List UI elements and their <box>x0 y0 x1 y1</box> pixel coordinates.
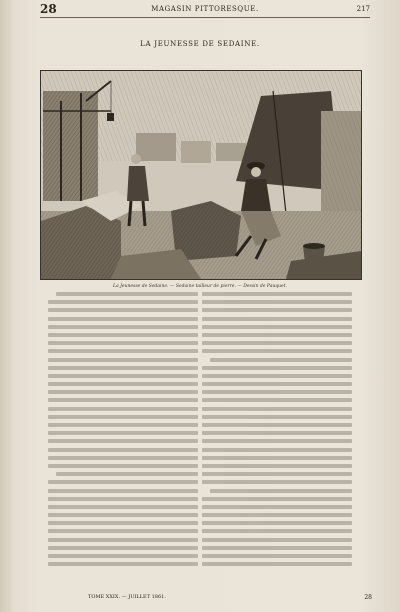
text-line <box>202 546 352 550</box>
text-line <box>202 472 352 476</box>
text-line <box>48 407 198 411</box>
text-line <box>48 423 198 427</box>
text-line <box>202 456 352 460</box>
text-line <box>202 423 352 427</box>
text-line <box>202 431 352 435</box>
text-line <box>48 464 198 468</box>
text-line <box>202 439 352 443</box>
text-line <box>202 341 352 345</box>
text-line <box>56 472 198 476</box>
text-line <box>202 529 352 533</box>
text-line <box>48 333 198 337</box>
text-line <box>202 300 352 304</box>
text-column-left <box>48 292 198 582</box>
text-line <box>202 464 352 468</box>
text-line <box>210 489 352 493</box>
text-line <box>202 480 352 484</box>
text-line <box>202 325 352 329</box>
text-line <box>48 374 198 378</box>
engraving-drawing <box>41 71 361 279</box>
text-line <box>48 562 198 566</box>
page-footer <box>48 594 372 604</box>
text-line <box>202 382 352 386</box>
text-line <box>48 358 198 362</box>
text-line <box>48 349 198 353</box>
text-line <box>48 300 198 304</box>
text-line <box>48 382 198 386</box>
text-line <box>48 529 198 533</box>
text-line <box>48 439 198 443</box>
text-line <box>48 456 198 460</box>
text-line <box>202 292 352 296</box>
text-line <box>48 505 198 509</box>
text-line <box>48 554 198 558</box>
page-header <box>40 2 370 18</box>
text-line <box>202 497 352 501</box>
text-line <box>48 546 198 550</box>
text-line <box>48 431 198 435</box>
text-line <box>48 497 198 501</box>
engraving-illustration <box>40 70 362 280</box>
text-line <box>202 538 352 542</box>
text-line <box>210 358 352 362</box>
text-line <box>48 341 198 345</box>
text-line <box>48 308 198 312</box>
text-line <box>48 390 198 394</box>
running-title: MAGASIN PITTORESQUE. <box>151 5 259 13</box>
page-number: 28 <box>40 2 57 16</box>
text-line <box>202 521 352 525</box>
text-line <box>202 505 352 509</box>
text-line <box>48 448 198 452</box>
text-line <box>202 554 352 558</box>
text-line <box>202 513 352 517</box>
text-column-right <box>202 292 352 582</box>
text-line <box>202 366 352 370</box>
text-line <box>202 349 352 353</box>
text-line <box>48 489 198 493</box>
text-line <box>48 366 198 370</box>
text-line <box>56 292 198 296</box>
text-line <box>202 390 352 394</box>
text-line <box>48 325 198 329</box>
text-line <box>202 374 352 378</box>
text-line <box>202 448 352 452</box>
text-line <box>48 521 198 525</box>
text-line <box>48 513 198 517</box>
text-line <box>202 407 352 411</box>
printed-page-number: 217 <box>356 5 370 13</box>
text-line <box>48 415 198 419</box>
text-line <box>48 480 198 484</box>
header-rule <box>40 17 370 18</box>
text-line <box>202 308 352 312</box>
text-line <box>202 398 352 402</box>
text-line <box>202 562 352 566</box>
text-line <box>48 538 198 542</box>
text-line <box>202 333 352 337</box>
volume-footer: TOME XXIX. — JUILLET 1861. <box>88 594 166 600</box>
text-line <box>48 398 198 402</box>
text-line <box>202 415 352 419</box>
illustration-caption: La Jeunesse de Sedaine. — Sedaine tailleur de pierre. — Dessin de Pauquet. <box>113 284 287 289</box>
text-line <box>48 317 198 321</box>
signature-mark: 28 <box>364 594 372 601</box>
article-title: LA JEUNESSE DE SEDAINE. <box>140 40 260 48</box>
text-line <box>202 317 352 321</box>
